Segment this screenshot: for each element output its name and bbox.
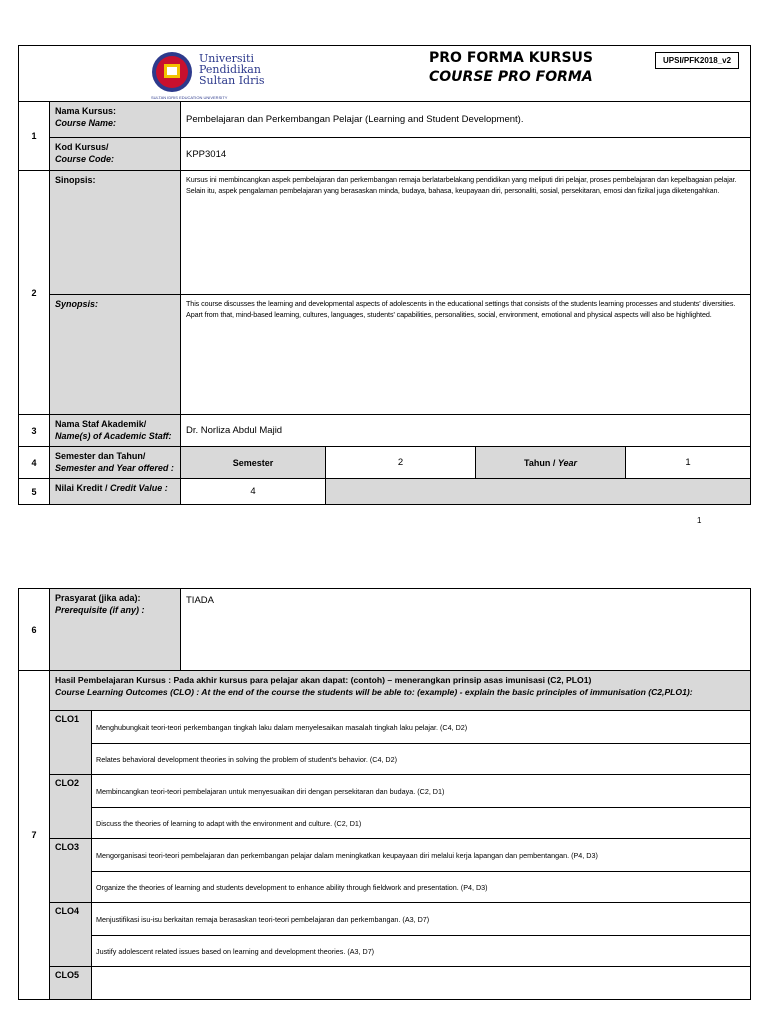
clo5-text-ms [92, 967, 751, 1000]
university-logo [149, 50, 299, 100]
page-subtitle: COURSE PRO FORMA [429, 69, 593, 85]
clo-heading-ms: Hasil Pembelajaran Kursus : Pada akhir kursus para pelajar akan dapat: (contoh) – menerangkan prinsip asas imunisasi (C2, PLO1) [55, 675, 592, 685]
semester-year-label-en: Semester and Year offered : [55, 463, 174, 473]
credit-label-ms: Nilai Kredit / [55, 483, 111, 493]
clo3-label: CLO3 [50, 839, 92, 903]
row-number-1: 1 [19, 102, 50, 171]
clo3-text-en: Organize the theories of learning and students development to enhance ability through fieldwork and presentation. (P4, D3) [92, 872, 751, 903]
prerequisite-label [50, 589, 181, 671]
page-number: 1 [697, 516, 702, 525]
prerequisite-value: TIADA [181, 589, 751, 671]
row-number-2: 2 [19, 171, 50, 415]
row-number-6: 6 [19, 589, 50, 671]
clo2-text-en: Discuss the theories of learning to adapt with the environment and culture. (C2, D1) [92, 808, 751, 839]
synopsis-value-en: This course discusses the learning and developmental aspects of adolescents in the educational settings that consists of the students learning processes and students' diversities. Apart from that, mind-based learning, cultures, languages, students' capabilities, personalities, social, environment, emotional and physical aspects will also be highlighted. [181, 295, 751, 415]
clo4-text-ms: Menjustifikasi isu-isu berkaitan remaja berasaskan teori-teori pembelajaran dan perkembangan. (A3, D7) [92, 903, 751, 936]
university-name-line1: Universiti [199, 52, 254, 65]
row-number-3: 3 [19, 415, 50, 447]
synopsis-value-ms: Kursus ini membincangkan aspek pembelajaran dan perkembangan remaja berlatarbelakang pendidikan yang meliputi diri pelajar, proses pembelajaran dan kepelbagaian pelajar. Selain itu, aspek pengalaman pembelajaran yang berasaskan minda, budaya, bahasa, keupayaan diri, personaliti, sosial, persekitaran, emosi dan fizikal juga diketengahkan. [181, 171, 751, 295]
clo3-text-ms: Mengorganisasi teori-teori pembelajaran dan perkembangan pelajar dalam meningkatkan keupayaan diri melalui kerja lapangan dan pembentangan. (P4, D3) [92, 839, 751, 872]
page-1 [18, 45, 750, 505]
university-crest-icon [149, 50, 195, 94]
row-number-4: 4 [19, 447, 50, 479]
course-name-label-en: Course Name: [55, 118, 117, 128]
synopsis-label-en: Synopsis: [50, 295, 181, 415]
semester-value: 2 [326, 447, 476, 479]
semester-year-label-ms: Semester dan Tahun/ [55, 451, 146, 461]
course-name-label [50, 102, 181, 138]
credit-empty-cell [326, 479, 751, 505]
academic-staff-label-en: Name(s) of Academic Staff: [55, 431, 172, 441]
credit-value-label [50, 479, 181, 505]
year-label [476, 447, 626, 479]
clo4-label: CLO4 [50, 903, 92, 967]
credit-value: 4 [181, 479, 326, 505]
university-name-line3: Sultan Idris [199, 74, 265, 87]
course-code-label [50, 138, 181, 171]
document-code: UPSI/PFK2018_v2 [655, 52, 739, 69]
course-proforma-table [18, 45, 751, 505]
clo1-label: CLO1 [50, 711, 92, 775]
course-name-value: Pembelajaran dan Perkembangan Pelajar (Learning and Student Development). [181, 102, 751, 138]
clo-heading [50, 671, 751, 711]
university-name-line2: Pendidikan [199, 63, 261, 76]
university-tagline: SULTAN IDRIS EDUCATION UNIVERSITY [151, 95, 228, 100]
academic-staff-label-ms: Nama Staf Akademik/ [55, 419, 147, 429]
course-code-label-en: Course Code: [55, 154, 115, 164]
page-2 [18, 588, 750, 1000]
course-code-value: KPP3014 [181, 138, 751, 171]
credit-label-en: Credit Value : [110, 483, 168, 493]
clo2-label: CLO2 [50, 775, 92, 839]
year-label-en: Year [557, 457, 578, 468]
academic-staff-label [50, 415, 181, 447]
clo5-label: CLO5 [50, 967, 92, 1000]
clo1-text-en: Relates behavioral development theories in solving the problem of student's behavior. (C4, D2) [92, 744, 751, 775]
header-row [19, 46, 751, 102]
semester-label: Semester [181, 447, 326, 479]
course-name-label-ms: Nama Kursus: [55, 106, 117, 116]
row-number-5: 5 [19, 479, 50, 505]
page-title: PRO FORMA KURSUS [429, 50, 593, 66]
clo2-text-ms: Membincangkan teori-teori pembelajaran untuk menyesuaikan diri dengan persekitaran dan budaya. (C2, D1) [92, 775, 751, 808]
academic-staff-value: Dr. Norliza Abdul Majid [181, 415, 751, 447]
course-code-label-ms: Kod Kursus/ [55, 142, 109, 152]
year-value: 1 [626, 447, 751, 479]
semester-year-label [50, 447, 181, 479]
synopsis-label-ms: Sinopsis: [50, 171, 181, 295]
year-label-ms: Tahun / [523, 457, 558, 468]
prerequisite-label-en: Prerequisite (if any) : [55, 605, 145, 615]
course-proforma-table-2 [18, 588, 751, 1000]
clo1-text-ms: Menghubungkait teori-teori perkembangan tingkah laku dalam menyelesaikan masalah tingkah laku pelajar. (C4, D2) [92, 711, 751, 744]
prerequisite-label-ms: Prasyarat (jika ada): [55, 593, 141, 603]
clo-heading-en: Course Learning Outcomes (CLO) : At the end of the course the students will be able to: (example) - explain the basic principles of immunisation (C2,PLO1): [55, 687, 693, 697]
row-number-7: 7 [19, 671, 50, 1000]
clo4-text-en: Justify adolescent related issues based on learning and development theories. (A3, D7) [92, 936, 751, 967]
